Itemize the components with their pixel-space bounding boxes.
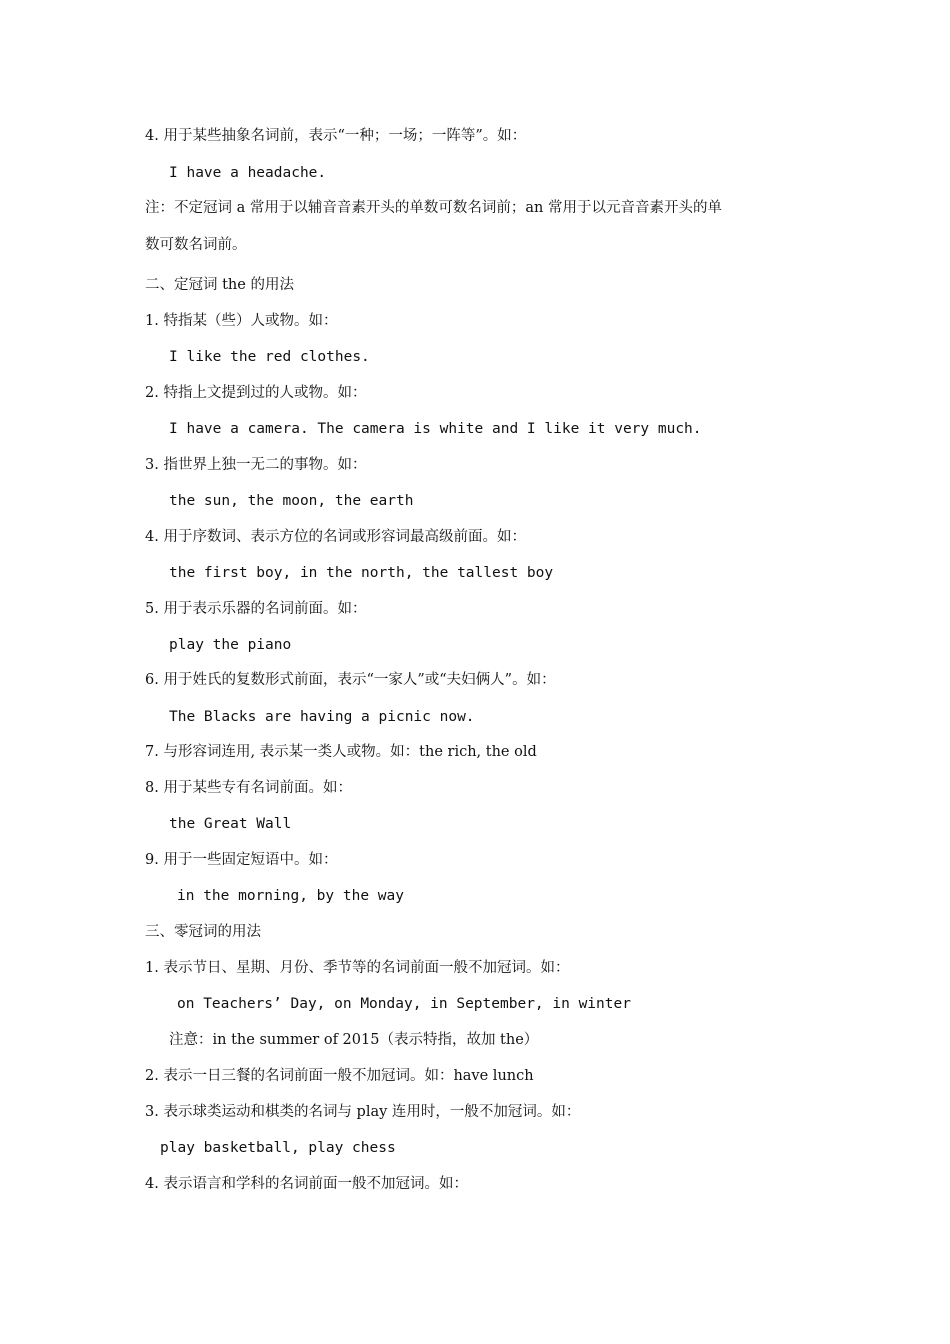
example-line: play the piano [169, 637, 292, 653]
text-line: 8. 用于某些专有名词前面。如： [145, 780, 352, 796]
text-line: 4. 表示语言和学科的名词前面一般不加冠词。如： [145, 1176, 468, 1192]
section-heading: 三、零冠词的用法 [145, 924, 261, 940]
example-line: the first boy, in the north, the tallest boy [169, 565, 554, 581]
text-line: 3. 指世界上独一无二的事物。如： [145, 457, 367, 473]
note-line-continued: 数可数名词前。 [145, 237, 247, 253]
text-line: 5. 用于表示乐器的名词前面。如： [145, 601, 367, 617]
text-line: 7. 与形容词连用, 表示某一类人或物。如：the rich, the old [145, 744, 537, 760]
example-line: The Blacks are having a picnic now. [169, 709, 475, 725]
text-line: 2. 表示一日三餐的名词前面一般不加冠词。如：have lunch [145, 1068, 534, 1084]
example-line: the sun, the moon, the earth [169, 493, 414, 509]
example-line: on Teachers’ Day, on Monday, in September, in winter [177, 996, 631, 1012]
text-line: 4. 用于某些抽象名词前，表示“一种；一场；一阵等”。如： [145, 128, 527, 144]
text-line: 3. 表示球类运动和棋类的名词与 play 连用时，一般不加冠词。如： [145, 1104, 581, 1120]
note-line: 注意：in the summer of 2015（表示特指，故加 the） [169, 1032, 539, 1048]
text-line: 2. 特指上文提到过的人或物。如： [145, 385, 367, 401]
text-line: 1. 特指某（些）人或物。如： [145, 313, 338, 329]
text-line: 6. 用于姓氏的复数形式前面，表示“一家人”或“夫妇俩人”。如： [145, 672, 556, 688]
text-line: 4. 用于序数词、表示方位的名词或形容词最高级前面。如： [145, 529, 526, 545]
note-line: 注：不定冠词 a 常用于以辅音音素开头的单数可数名词前；an 常用于以元音音素开头的单 [145, 200, 722, 216]
example-line: I have a headache. [169, 165, 327, 181]
text-line: 1. 表示节日、星期、月份、季节等的名词前面一般不加冠词。如： [145, 960, 570, 976]
example-line: in the morning, by the way [177, 888, 404, 904]
example-line: the Great Wall [169, 816, 292, 832]
text-line: 9. 用于一些固定短语中。如： [145, 852, 338, 868]
example-line: play basketball, play chess [160, 1140, 396, 1156]
example-line: I have a camera. The camera is white and I like it very much. [169, 421, 702, 437]
section-heading: 二、定冠词 the 的用法 [145, 277, 294, 293]
example-line: I like the red clothes. [169, 349, 370, 365]
